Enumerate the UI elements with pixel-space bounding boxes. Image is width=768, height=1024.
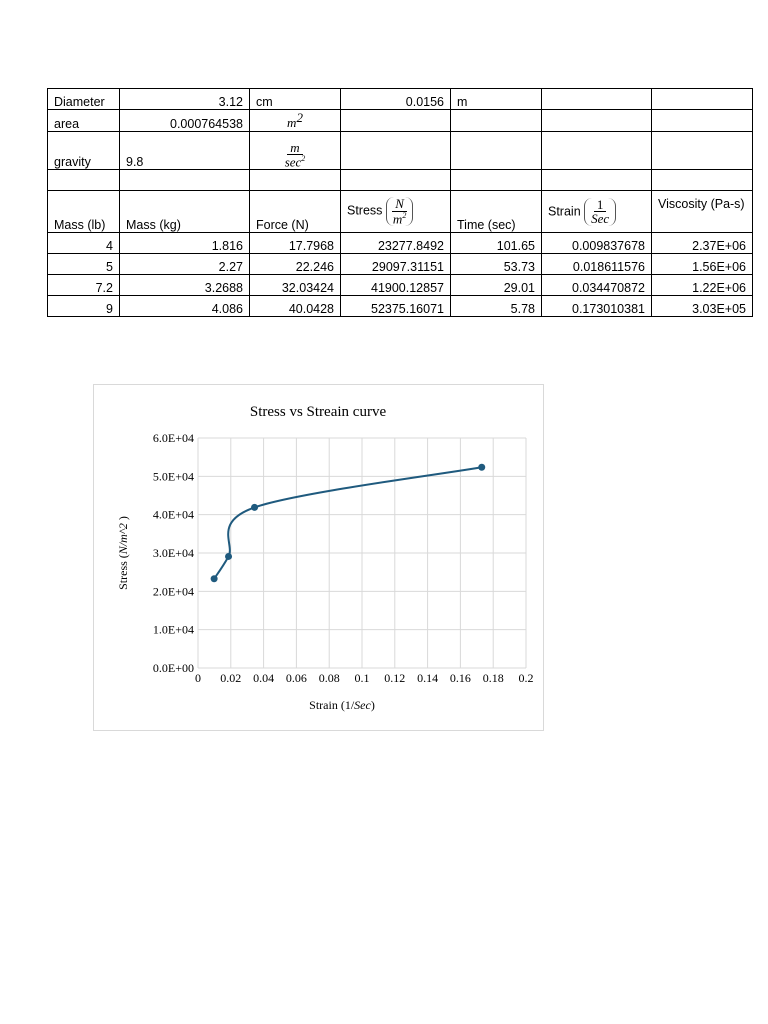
table-cell: 1.56E+06	[652, 254, 753, 275]
diameter-m-unit: m	[451, 89, 542, 110]
series-line	[214, 467, 482, 579]
y-tick-label: 4.0E+04	[152, 507, 194, 522]
gravity-unit: $\frac{m}{\sec^2}$	[250, 132, 341, 170]
table-cell: 22.246	[250, 254, 341, 275]
header-viscosity: Viscosity (Pa-s)	[652, 191, 753, 233]
x-tick-label: 0.12	[384, 671, 406, 685]
chart-svg	[94, 385, 545, 732]
area-row	[48, 110, 753, 132]
header-strain: Strain $\frac{1}{\text{Sec}}$	[542, 191, 652, 233]
area-unit: $m^2$	[250, 110, 341, 132]
table-cell: 3.2688	[120, 275, 250, 296]
table-cell: 2.37E+06	[652, 233, 753, 254]
header-time: Time (sec)	[451, 191, 542, 233]
header-mass-kg: Mass (kg)	[120, 191, 250, 233]
empty-cell	[652, 132, 753, 170]
header-force: Force (N)	[250, 191, 341, 233]
x-tick-label: 0.08	[318, 671, 340, 685]
table-cell: 53.73	[451, 254, 542, 275]
table-cell: 3.03E+05	[652, 296, 753, 317]
x-tick-label: 0.16	[449, 671, 471, 685]
table-row	[48, 233, 753, 254]
y-tick-label: 2.0E+04	[152, 584, 194, 599]
x-tick-label: 0.06	[285, 671, 307, 685]
diameter-row	[48, 89, 753, 110]
y-tick-label: 3.0E+04	[152, 546, 194, 560]
diameter-cm-unit: cm	[250, 89, 341, 110]
table-cell: 0.173010381	[542, 296, 652, 317]
blank-row	[48, 170, 753, 191]
table-cell: 29097.31151	[341, 254, 451, 275]
empty-cell	[451, 132, 542, 170]
table-cell: 2.27	[120, 254, 250, 275]
table-cell: 5	[48, 254, 120, 275]
table-cell: 40.0428	[250, 296, 341, 317]
diameter-cm-value: 3.12	[120, 89, 250, 110]
x-tick-label: 0.02	[220, 671, 242, 685]
data-point	[478, 464, 485, 471]
x-tick-label: 0.14	[417, 671, 439, 685]
diameter-m-value: 0.0156	[341, 89, 451, 110]
empty-cell	[542, 89, 652, 110]
diameter-label: Diameter	[48, 89, 120, 110]
table-cell: 5.78	[451, 296, 542, 317]
data-point	[225, 553, 232, 560]
table-cell: 1.816	[120, 233, 250, 254]
area-label: area	[48, 110, 120, 132]
y-tick-label: 1.0E+04	[152, 622, 194, 637]
table-cell: 41900.12857	[341, 275, 451, 296]
table-cell: 0.018611576	[542, 254, 652, 275]
table-cell: 32.03424	[250, 275, 341, 296]
x-tick-label: 0.2	[518, 671, 534, 685]
stress-strain-chart	[93, 384, 544, 731]
table-cell: 101.65	[451, 233, 542, 254]
x-axis-label: Strain (1/Sec)	[309, 698, 375, 712]
table-cell: 4	[48, 233, 120, 254]
gravity-row	[48, 132, 753, 170]
table-cell: 0.034470872	[542, 275, 652, 296]
y-tick-label: 5.0E+04	[152, 469, 194, 484]
x-tick-label: 0	[195, 671, 201, 685]
y-tick-label: 0.0E+00	[152, 661, 194, 675]
empty-cell	[341, 110, 451, 132]
area-value: 0.000764538	[120, 110, 250, 132]
table-cell: 4.086	[120, 296, 250, 317]
table-cell: 23277.8492	[341, 233, 451, 254]
header-mass-lb: Mass (lb)	[48, 191, 120, 233]
table-cell: 0.009837678	[542, 233, 652, 254]
table-cell: 29.01	[451, 275, 542, 296]
empty-cell	[652, 89, 753, 110]
data-point	[251, 504, 258, 511]
chart-title: Stress vs Streain curve	[249, 404, 387, 420]
x-tick-label: 0.1	[354, 671, 370, 685]
header-stress: Stress $\frac{N}{m^2}$	[341, 191, 451, 233]
data-table	[47, 88, 753, 317]
empty-cell	[451, 110, 542, 132]
empty-cell	[542, 132, 652, 170]
data-point	[211, 575, 218, 582]
y-tick-label: 6.0E+04	[152, 431, 194, 445]
gravity-value: 9.8	[120, 132, 250, 170]
empty-cell	[652, 110, 753, 132]
empty-cell	[341, 132, 451, 170]
table-cell: 52375.16071	[341, 296, 451, 317]
table-row	[48, 275, 753, 296]
x-tick-label: 0.18	[482, 671, 504, 685]
table-row	[48, 296, 753, 317]
y-axis-label: Stress (N/m^2 )	[116, 516, 130, 590]
table-cell: 9	[48, 296, 120, 317]
table-cell: 7.2	[48, 275, 120, 296]
x-tick-label: 0.04	[253, 671, 275, 685]
table-cell: 1.22E+06	[652, 275, 753, 296]
empty-cell	[542, 110, 652, 132]
table-row	[48, 254, 753, 275]
gravity-label: gravity	[48, 132, 120, 170]
table-cell: 17.7968	[250, 233, 341, 254]
header-row	[48, 191, 753, 233]
